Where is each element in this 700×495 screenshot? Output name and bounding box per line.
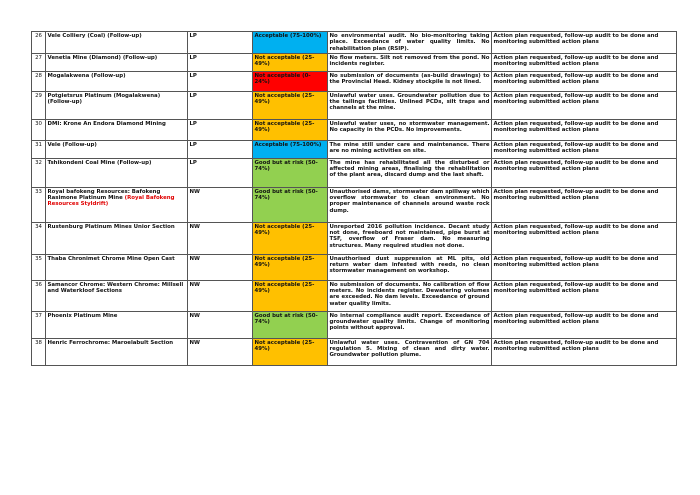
mine-name-text: Mogalakwena (Follow-up)	[47, 72, 126, 79]
action-taken: Action plan requested, follow-up audit to be done and monitoring submitted action plans	[492, 311, 677, 338]
compliance-status: Not acceptable (25-49%)	[253, 254, 328, 280]
mine-name-text: Potgietsrus Platinum (Mogalakwena) (Follow-up)	[47, 92, 161, 105]
audit-finding: Unauthorised dams, stormwater dam spillway which overflow stormwater to clean environment. No proper maintenance of channels around waste rock dump.	[328, 187, 492, 222]
mine-name-text: Royal bafokeng Resources: Bafokeng Rasimone Platinum Mine	[47, 188, 161, 201]
compliance-status: Acceptable (75-100%)	[253, 140, 328, 158]
table-row	[32, 53, 677, 71]
compliance-status: Not acceptable (25-49%)	[253, 53, 328, 71]
action-taken: Action plan requested, follow-up audit to be done and monitoring submitted action plans	[492, 91, 677, 119]
province-code: NW	[188, 254, 253, 280]
province-code: LP	[188, 158, 253, 187]
action-taken: Action plan requested, follow-up audit to be done and monitoring submitted action plans	[492, 71, 677, 91]
mine-name	[46, 187, 188, 222]
table-row	[32, 71, 677, 91]
table-row	[32, 222, 677, 254]
action-taken: Action plan requested, follow-up audit to be done and monitoring submitted action plans	[492, 119, 677, 140]
province-code: LP	[188, 91, 253, 119]
action-taken: Action plan requested, follow-up audit to be done and monitoring submitted action plans	[492, 140, 677, 158]
mine-name	[46, 32, 188, 54]
table-row	[32, 254, 677, 280]
mine-name-text: Venetia Mine (Diamond) (Follow-up)	[47, 54, 158, 61]
row-number: 30	[32, 119, 46, 140]
province-code: LP	[188, 140, 253, 158]
action-taken: Action plan requested, follow-up audit to be done and monitoring submitted action plans	[492, 280, 677, 311]
row-number: 36	[32, 280, 46, 311]
province-code: NW	[188, 338, 253, 365]
row-number: 38	[32, 338, 46, 365]
compliance-status: Not acceptable (25-49%)	[253, 280, 328, 311]
audit-finding: No internal compliance audit report. Exceedance of groundwater quality limits. Change of monitoring points without approval.	[328, 311, 492, 338]
audit-finding: Unlawful water uses. Contravention of GN 704 regulation 5. Mixing of clean and dirty water. Groundwater pollution plume.	[328, 338, 492, 365]
audit-finding: No submission of documents (as-build drawings) to the Provincial Head. Kidney stockpile is not lined.	[328, 71, 492, 91]
audit-finding: Unlawful water uses. Groundwater pollution due to the tailings facilities. Unlined PCDs, silt traps and channels at the mine.	[328, 91, 492, 119]
audit-finding: No flow meters. Silt not removed from the pond. No incidents register.	[328, 53, 492, 71]
action-taken: Action plan requested, follow-up audit to be done and monitoring submitted action plans	[492, 32, 677, 54]
table-row	[32, 158, 677, 187]
audit-finding: No environmental audit. No bio-monitoring taking place. Exceedance of water quality limits. No rehabilitation plan (RSIP).	[329, 32, 490, 52]
audit-table	[31, 31, 677, 366]
audit-finding: The mine still under care and maintenance. There are no mining activities on site.	[328, 140, 492, 158]
mine-name	[46, 338, 188, 365]
province-code: LP	[188, 71, 253, 91]
row-number: 27	[32, 53, 46, 71]
mine-name-text: Tshikondeni Coal Mine (Follow-up)	[47, 159, 152, 166]
audit-finding: Unreported 2016 pollution incidence. Decant study not done, freeboard not maintained, pipe burst at TSF, overflow of Fraser dam. No measuring structures. Many required studies not done.	[328, 222, 492, 254]
audit-finding: The mine has rehabilitated all the disturbed or affected mining areas, finalising the rehabilitation of the plant area, discard dump and the last shaft.	[328, 158, 492, 187]
mine-name-note: (Royal Bafokeng Resources Styldrift)	[47, 194, 175, 208]
mine-name	[46, 311, 188, 338]
compliance-status: Good but at risk (50-74%)	[253, 187, 328, 222]
table-row	[32, 91, 677, 119]
audit-table-body	[32, 32, 677, 366]
action-taken: Action plan requested, follow-up audit to be done and monitoring submitted action plans	[492, 158, 677, 187]
mine-name	[46, 91, 188, 119]
compliance-status: Good but at risk (50-74%)	[253, 158, 328, 187]
row-number: 31	[32, 140, 46, 158]
mine-name	[46, 119, 188, 140]
row-number: 37	[32, 311, 46, 338]
mine-name	[46, 71, 188, 91]
action-taken: Action plan requested, follow-up audit to be done and monitoring submitted action plans	[492, 187, 677, 222]
mine-name-text: Thaba Chronimet Chrome Mine Open Cast	[47, 255, 175, 262]
table-row	[32, 338, 677, 365]
row-number: 32	[32, 158, 46, 187]
action-taken: Action plan requested, follow-up audit to be done and monitoring submitted action plans	[492, 254, 677, 280]
mine-name	[46, 254, 188, 280]
audit-finding: No submission of documents. No calibration of flow meters. No incidents register. Dewatering volumes are exceeded. No dam levels. Exceedance of ground water quality limits.	[328, 280, 492, 311]
mine-name	[46, 222, 188, 254]
mine-name-text: Vele Colliery (Coal) (Follow-up)	[47, 32, 142, 39]
mine-name-text: Rustenburg Platinum Mines Unior Section	[47, 223, 175, 230]
compliance-status: Not acceptable (25-49%)	[253, 91, 328, 119]
compliance-status: Not acceptable (25-49%)	[253, 119, 328, 140]
compliance-status: Not acceptable (25-49%)	[253, 222, 328, 254]
table-row	[32, 280, 677, 311]
compliance-status: Not acceptable (0-24%)	[253, 71, 328, 91]
province-code: NW	[188, 280, 253, 311]
mine-name-text: Henric Ferrochrome: Maroelabult Section	[47, 339, 174, 346]
mine-name	[46, 158, 188, 187]
mine-name-text: DMI: Krone An Endora Diamond Mining	[47, 120, 166, 127]
province-code: NW	[188, 187, 253, 222]
table-row	[32, 140, 677, 158]
mine-name-text: Phoenix Platinum Mine	[47, 312, 118, 319]
mine-name	[46, 53, 188, 71]
mine-name	[46, 280, 188, 311]
compliance-status: Acceptable (75-100%)	[253, 32, 328, 54]
province-code: NW	[188, 311, 253, 338]
action-taken: Action plan requested, follow-up audit to be done and monitoring submitted action plans	[492, 338, 677, 365]
row-number: 26	[32, 32, 46, 54]
action-taken: Action plan requested, follow-up audit to be done and monitoring submitted action plans	[492, 222, 677, 254]
mine-name	[46, 140, 188, 158]
audit-finding: Unlawful water uses, no stormwater management. No capacity in the PCDs. No improvements.	[328, 119, 492, 140]
mine-name-text: Vele (Follow-up)	[47, 141, 97, 148]
compliance-status: Good but at risk (50-74%)	[253, 311, 328, 338]
audit-finding: Unauthorised dust suppression at ML pits, old return water dam infested with reeds, no clean stormwater management on workshop.	[328, 254, 492, 280]
row-number: 34	[32, 222, 46, 254]
row-number: 35	[32, 254, 46, 280]
province-code: LP	[188, 32, 253, 54]
mine-name-text: Samancor Chrome: Western Chrome: Millsell and Waterkloof Sections	[47, 281, 184, 294]
row-number: 29	[32, 91, 46, 119]
table-row	[32, 32, 677, 54]
compliance-status: Not acceptable (25-49%)	[253, 338, 328, 365]
table-row	[32, 311, 677, 338]
province-code: NW	[188, 222, 253, 254]
row-number: 28	[32, 71, 46, 91]
province-code: LP	[188, 119, 253, 140]
province-code: LP	[188, 53, 253, 71]
table-row	[32, 187, 677, 222]
table-row	[32, 119, 677, 140]
action-taken: Action plan requested, follow-up audit to be done and monitoring submitted action plans	[492, 53, 677, 71]
row-number: 33	[32, 187, 46, 222]
